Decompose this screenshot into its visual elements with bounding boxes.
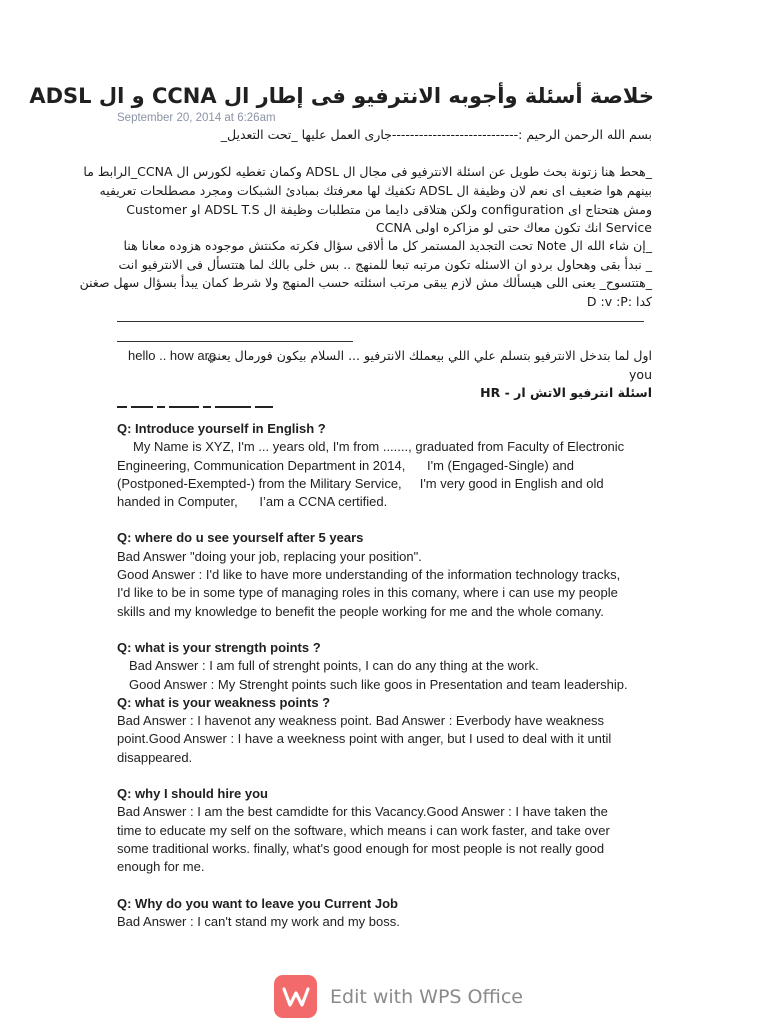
answer-1-line-1: My Name is XYZ, I'm ... years old, I'm from ......., graduated from Faculty of Electronic [133, 439, 625, 455]
qa-section [117, 420, 657, 931]
answer-1-line-3: (Postponed-Exempted-) from the Military Service, I'm very good in English and old [117, 475, 604, 491]
post-date: September 20, 2014 at 6:26am [117, 112, 276, 124]
divider-line-2 [117, 341, 353, 342]
arabic-line-9: كدا :D :v :P [586, 294, 652, 309]
wps-logo-icon [274, 975, 317, 1018]
divider-line-1 [117, 321, 644, 322]
arabic-line-2: _هحط هنا زتونة بحث طويل عن اسئلة الانترفيو فى مجال ال ADSL وكمان تغطيه لكورس ال CCNA_الرابط ما [83, 164, 652, 179]
answer-5-line-4: enough for me. [117, 859, 205, 875]
arabic-line-7: _ نبدأ بقى وهحاول بردو ان الاسئله تكون مرتبه تبعا للمنهج .. بس خلى بالك لما هتتسأل فى الانترفيو انت [118, 257, 652, 272]
arabic-line-6: _إن شاء الله ال Note تحت التجديد المستمر كل ما ألاقى سؤال فكرته مكنتش موجوده هزوده معانا هنا [123, 238, 652, 253]
answer-4-line-1: Bad Answer : I havenot any weakness point. Bad Answer : Everbody have weakness [117, 713, 605, 729]
arabic-line-4: ومش هتحتاج اى configuration ولكن هتلاقى دايما من متطلبات وظيفة ال ADSL T.S او Customer [126, 202, 652, 217]
arabic-line-8: _هتتسوح_ يعنى اللى هيسألك مش لازم يبقى مرتب اسئلته حسب المنهج ولا شرط كمان يبدأ بسؤال سهل صغنن [79, 275, 652, 290]
arabic-line-1: بسم الله الرحمن الرحيم :----------------------------جارى العمل عليها _تحت التعديل_ [220, 127, 652, 142]
greeting-you: you [629, 367, 652, 382]
question-5: Q: why I should hire you [117, 786, 268, 802]
question-2: Q: where do u see yourself after 5 years [117, 530, 364, 546]
hr-heading: اسئلة انترفيو الاتش ار - HR [480, 385, 652, 400]
answer-6-line-1: Bad Answer : I can't stand my work and my boss. [117, 913, 400, 929]
answer-5-line-1: Bad Answer : I am the best camdidte for this Vacancy.Good Answer : I have taken the [117, 804, 608, 820]
answer-4-line-3: disappeared. [117, 749, 193, 765]
answer-1-line-4: handed in Computer, I’am a CCNA certified. [117, 494, 388, 510]
arabic-line-5: Service انك تكون معاك حتى لو مزاكره اولى CCNA [375, 220, 652, 235]
page-title: خلاصة أسئلة وأجوبه الانترفيو فى إطار ال CCNA و ال ADSL [29, 84, 654, 108]
question-6: Q: Why do you want to leave you Current Job [117, 895, 398, 911]
answer-2-line-1: Bad Answer "doing your job, replacing your position". [117, 548, 422, 564]
arabic-line-3: بينهم هوا ضعيف اى نعم لان وظيفة ال ADSL تكفيك لها معرفتك بمبادئ الشبكات ومجرد مصطلحات تعريفيه [99, 183, 652, 198]
dash-separator [117, 404, 273, 410]
answer-4-line-2: point.Good Answer : I have a weekness point with anger, but I used to deal with it until [117, 731, 612, 747]
answer-5-line-2: time to educate my self on the software, which means i can work faster, and take over [117, 822, 610, 838]
question-3: Q: what is your strength points ? [117, 639, 321, 655]
answer-2-line-3: I'd like to be in some type of managing roles in this comany, where i can use my people [117, 585, 618, 601]
greeting-arabic: اول لما بتدخل الانترفيو بتسلم علي اللي بيعملك الانترفيو ... السلام بيكون فورمال يعني [207, 348, 652, 363]
question-4: Q: what is your weakness points ? [117, 694, 331, 710]
answer-5-line-3: some traditional works. finally, what's good enough for most people is not really good [117, 840, 605, 856]
question-1: Q: Introduce yourself in English ? [117, 421, 326, 436]
answer-1-line-2: Engineering, Communication Department in 2014, I'm (Engaged-Single) and [117, 457, 575, 473]
answer-2-line-2: Good Answer : I'd like to have more understanding of the information technology tracks, [117, 567, 621, 583]
wps-label: Edit with WPS Office [330, 985, 523, 1008]
answer-2-line-4: skills and my knowledge to benefit the people working for me and the whole comany. [117, 603, 604, 619]
answer-3-line-1: Bad Answer : I am full of strenght points, I can do any thing at the work. [129, 658, 539, 674]
edit-with-wps-button[interactable] [274, 975, 523, 1018]
greeting-english: hello .. how are [128, 348, 217, 363]
answer-3-line-2: Good Answer : My Strenght points such like goos in Presentation and team leadership. [129, 676, 628, 692]
